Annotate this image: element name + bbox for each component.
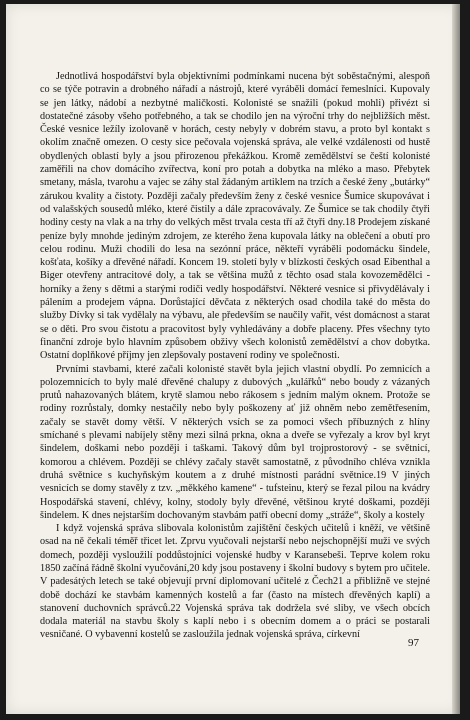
paragraph-2: Prvními stavbami, které začali kolonisté stavět byla jejich vlastní obydlí. Po zemnicích a polozemnicích to byly malé dřevěné chalupy z dubových „kulářků“ nebo boudy z vázaných prutů nahazovaných blátem, krytě slamou nebo rákosem s jedním malým oknem. Protože se rodiny rozrůstaly, domky nestačily nebo byly poškozeny ať již ohněm nebo zemětřesením, začaly se stavět domy větší. V některých vsích se za pomoci všech příbuzných z hlíny smíchané s plevami nabíjely stěny mezi silná prkna, okna a dveře se vyřezaly a krov byl kryt šindelem, doškami nebo později i taškami. Takový dům byl trojprostorový - se světnicí, komorou a chlévem. Později se chlévy začaly stavět samostatně, z původního chléva vznikla druhá světnice s kuchyňským koutem a z druhé místnosti parádní světnice.19 V jiných vesnicích se domy stavěly z tzv. „měkkého kamene“ - tufsteinu, který se řezal pilou na kvádry Hospodářská stavení, chlévy, kolny, stodoly byly dřevěné, většinou kryté doškami, později šindelem. K dnes nejstarším dochovaným stavbám patří obecní domy „stráže“, školy a kostely	[40, 363, 430, 521]
paragraph-1: Jednotlivá hospodářství byla objektivními podmínkami nucena být soběstačnými, alespoň co se týče potravin a drobného nářadí a nástrojů, které vyráběli domácí řemeslníci. Kupovaly se jen látky, nádobí a nezbytné maličkosti. Kolonisté se snažili (pokud mohli) přivézt si dostatečné zásoby všeho potřebného, a tak se chodilo jen na výroční trhy do nejbližších měst. České vesnice ležíly izolovaně v horách, cesty nebyly v dobrém stavu, a proto byl kontakt s okolím značně omezen. O cesty sice pečovala vojenská správa, ale velké vzdálenosti od hustě obydlených oblastí byly a jsou přirozenou překážkou. Kromě zemědělství se čeští kolonisté zaměřili na chov domácího zvířectva, koní pro potah a dobytka na mléko a maso. Přebytek smetany, másla, tvarohu a vajec se záhy stal žádaným artiklem na trzích a české ženy „butárky“ zárukou kvality a čistoty. Později začaly především ženy z české vesnice Šumice skupovávat i od valašských sousedů mléko, které čistily a dále zpracovávaly. Ze Šumice se tak chodily čtyři hodiny cesty na vlak a na trhy do velkých měst trvala cesta tří až čtyři dny.18 Prodejem získané peníze byly mnohde jediným zdrojem, ze kterého žena kupovala látky na oblečení a obutí pro celou rodinu. Muži chodili do lesa na sezónní práce, někteří vyráběli podomácku šindele, košťata, košíky a dřevěné nářadí. Koncem 19. století byly v blízkosti českých osad Eibenthal a Biger otevřeny antracitové doly, a tak se většina mužů z těchto osad stala kovozemědělci - horníky a ženy s dětmi a starými rodiči vedly hospodářství. Některé vesnice si přivydělávaly i pálením a prodejem vápna. Dorůstající děvčata z některých osad chodila také do města do služby Dívky si tak vydělaly na výbavu, ale především se naučily vařit, vést domácnost a starat se o děti. Pro svou čistotu a pracovitost byly vyhledávány a dobře placeny. Přes všechny tyto finanční zdroje bylo hlavním způsobem obživy všech kolonistů zemědělství a chov dobytka. Ostatní doplňkové příjmy jen zlepšovaly postavení rodiny ve společnosti.	[40, 71, 430, 362]
paragraph-3: I když vojenská správa slibovala kolonistům zajištění českých učitelů i kněží, ve většině osad na ně čekali téměř třicet let. Zprvu vyučovali nejstarší nebo nejschopnější muži ve svých domech, později vysloužilí poddůstojníci vojenské hudby v Karansebeši. Teprve kolem roku 1850 začíná řádně školní vyučování,20 kdy jsou postaveny i školní budovy s bytem pro učitele. V padesátých letech se také objevují první diplomovaní učitelé z Čech21 a přibližně ve stejné době dochází ke stavbám kamenných kostelů a far (často na místech dřevěných kaplí) a stanovení duchovních správců.22 Vojenská správa tak dodržela své sliby, ve všech obcích dodala materiál na stavbu školy s kaplí nebo i s obecním domem a o práci se postarali vesničané. O vybavenní kostelů se zasloužila jednak vojenská správa, církevní	[40, 523, 430, 641]
body-text	[40, 70, 430, 642]
page-number: 97	[408, 637, 419, 649]
book-page	[6, 4, 460, 714]
page-spine-shadow	[452, 4, 460, 714]
